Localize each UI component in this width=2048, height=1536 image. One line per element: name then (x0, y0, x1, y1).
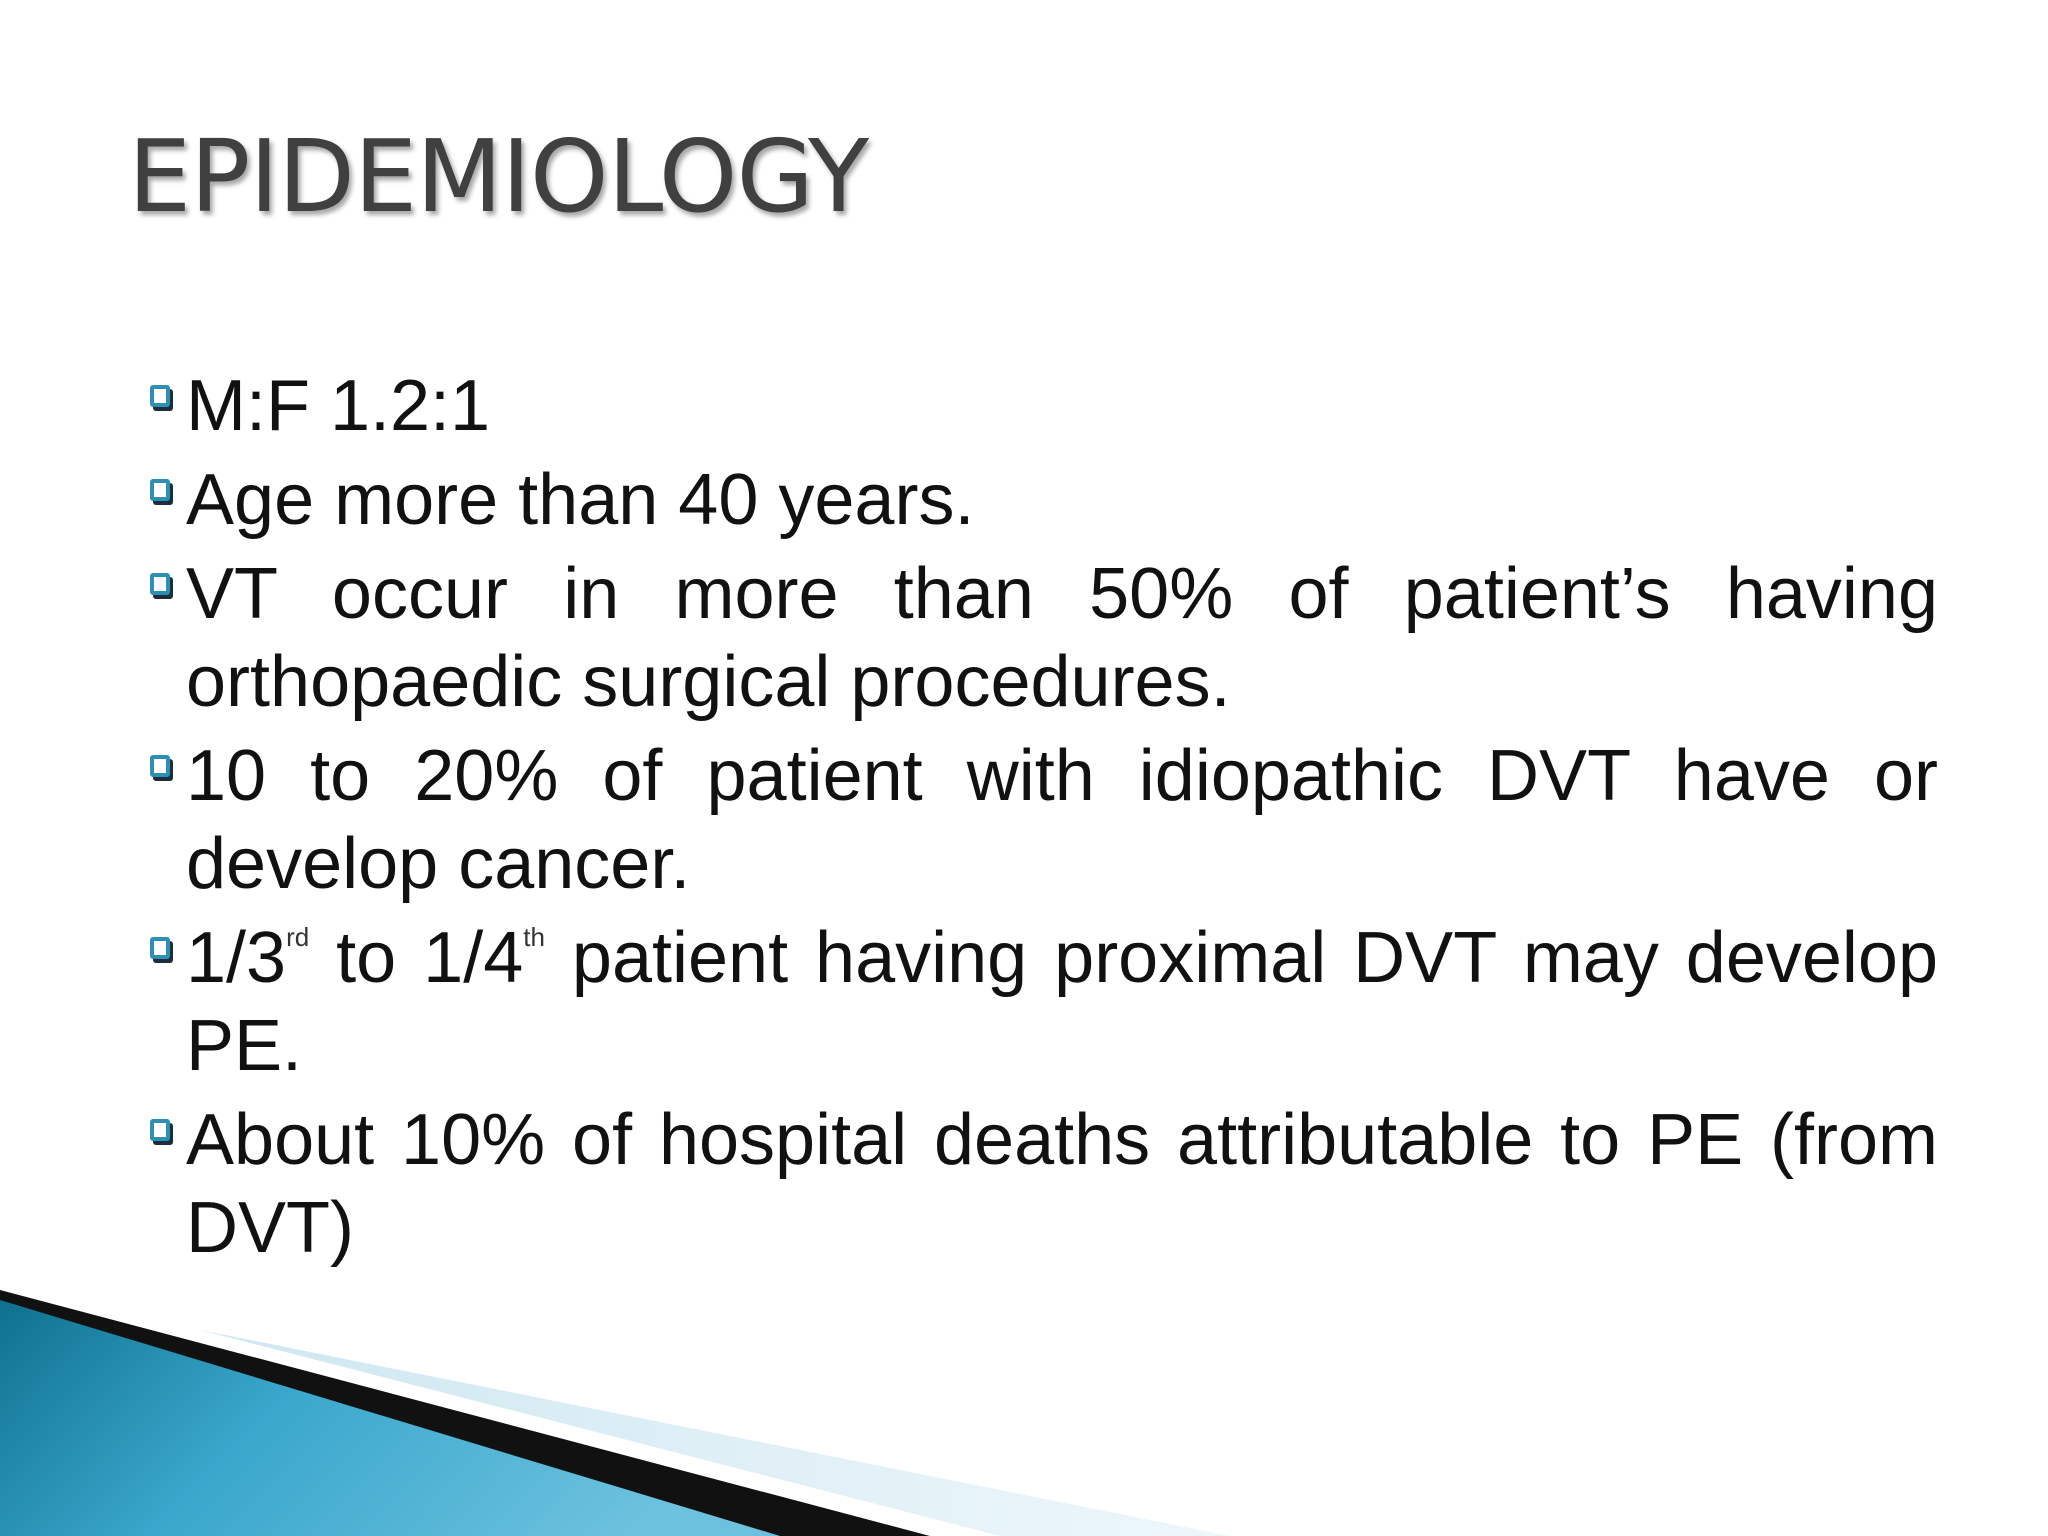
bullet-text: VT occur in more than 50% of patient’s having orthopaedic surgical procedures. (186, 554, 1938, 722)
hollow-square-bullet-icon (150, 573, 170, 595)
hollow-square-bullet-icon (150, 755, 170, 777)
slide-title: EPIDEMIOLOGY (128, 118, 869, 235)
bullet-text: Age more than 40 years. (186, 460, 975, 540)
ordinal-suffix-rd: rd (286, 922, 310, 952)
list-item (150, 550, 1938, 726)
hollow-square-bullet-icon (150, 479, 170, 501)
list-item (150, 732, 1938, 908)
bullet-text: About 10% of hospital deaths attributable to PE (from DVT) (186, 1100, 1938, 1268)
list-item (150, 362, 1938, 450)
hollow-square-bullet-icon (150, 937, 170, 959)
list-item (150, 456, 1938, 544)
list-item (150, 914, 1938, 1090)
ordinal-suffix-th: th (523, 922, 545, 952)
bullet-text (186, 914, 1938, 1090)
hollow-square-bullet-icon (150, 385, 170, 407)
bullet-text: M:F 1.2:1 (186, 366, 491, 446)
list-item (150, 1096, 1938, 1272)
bullet-text-rest: patient having proximal DVT may develop PE. (186, 918, 1938, 1086)
hollow-square-bullet-icon (150, 1119, 170, 1141)
bullet-text: 10 to 20% of patient with idiopathic DVT have or develop cancer. (186, 736, 1938, 904)
bullet-list (150, 362, 1938, 1278)
fraction-one-fourth: to 1/4 (309, 918, 524, 998)
fraction-one-third: 1/3 (186, 918, 287, 998)
